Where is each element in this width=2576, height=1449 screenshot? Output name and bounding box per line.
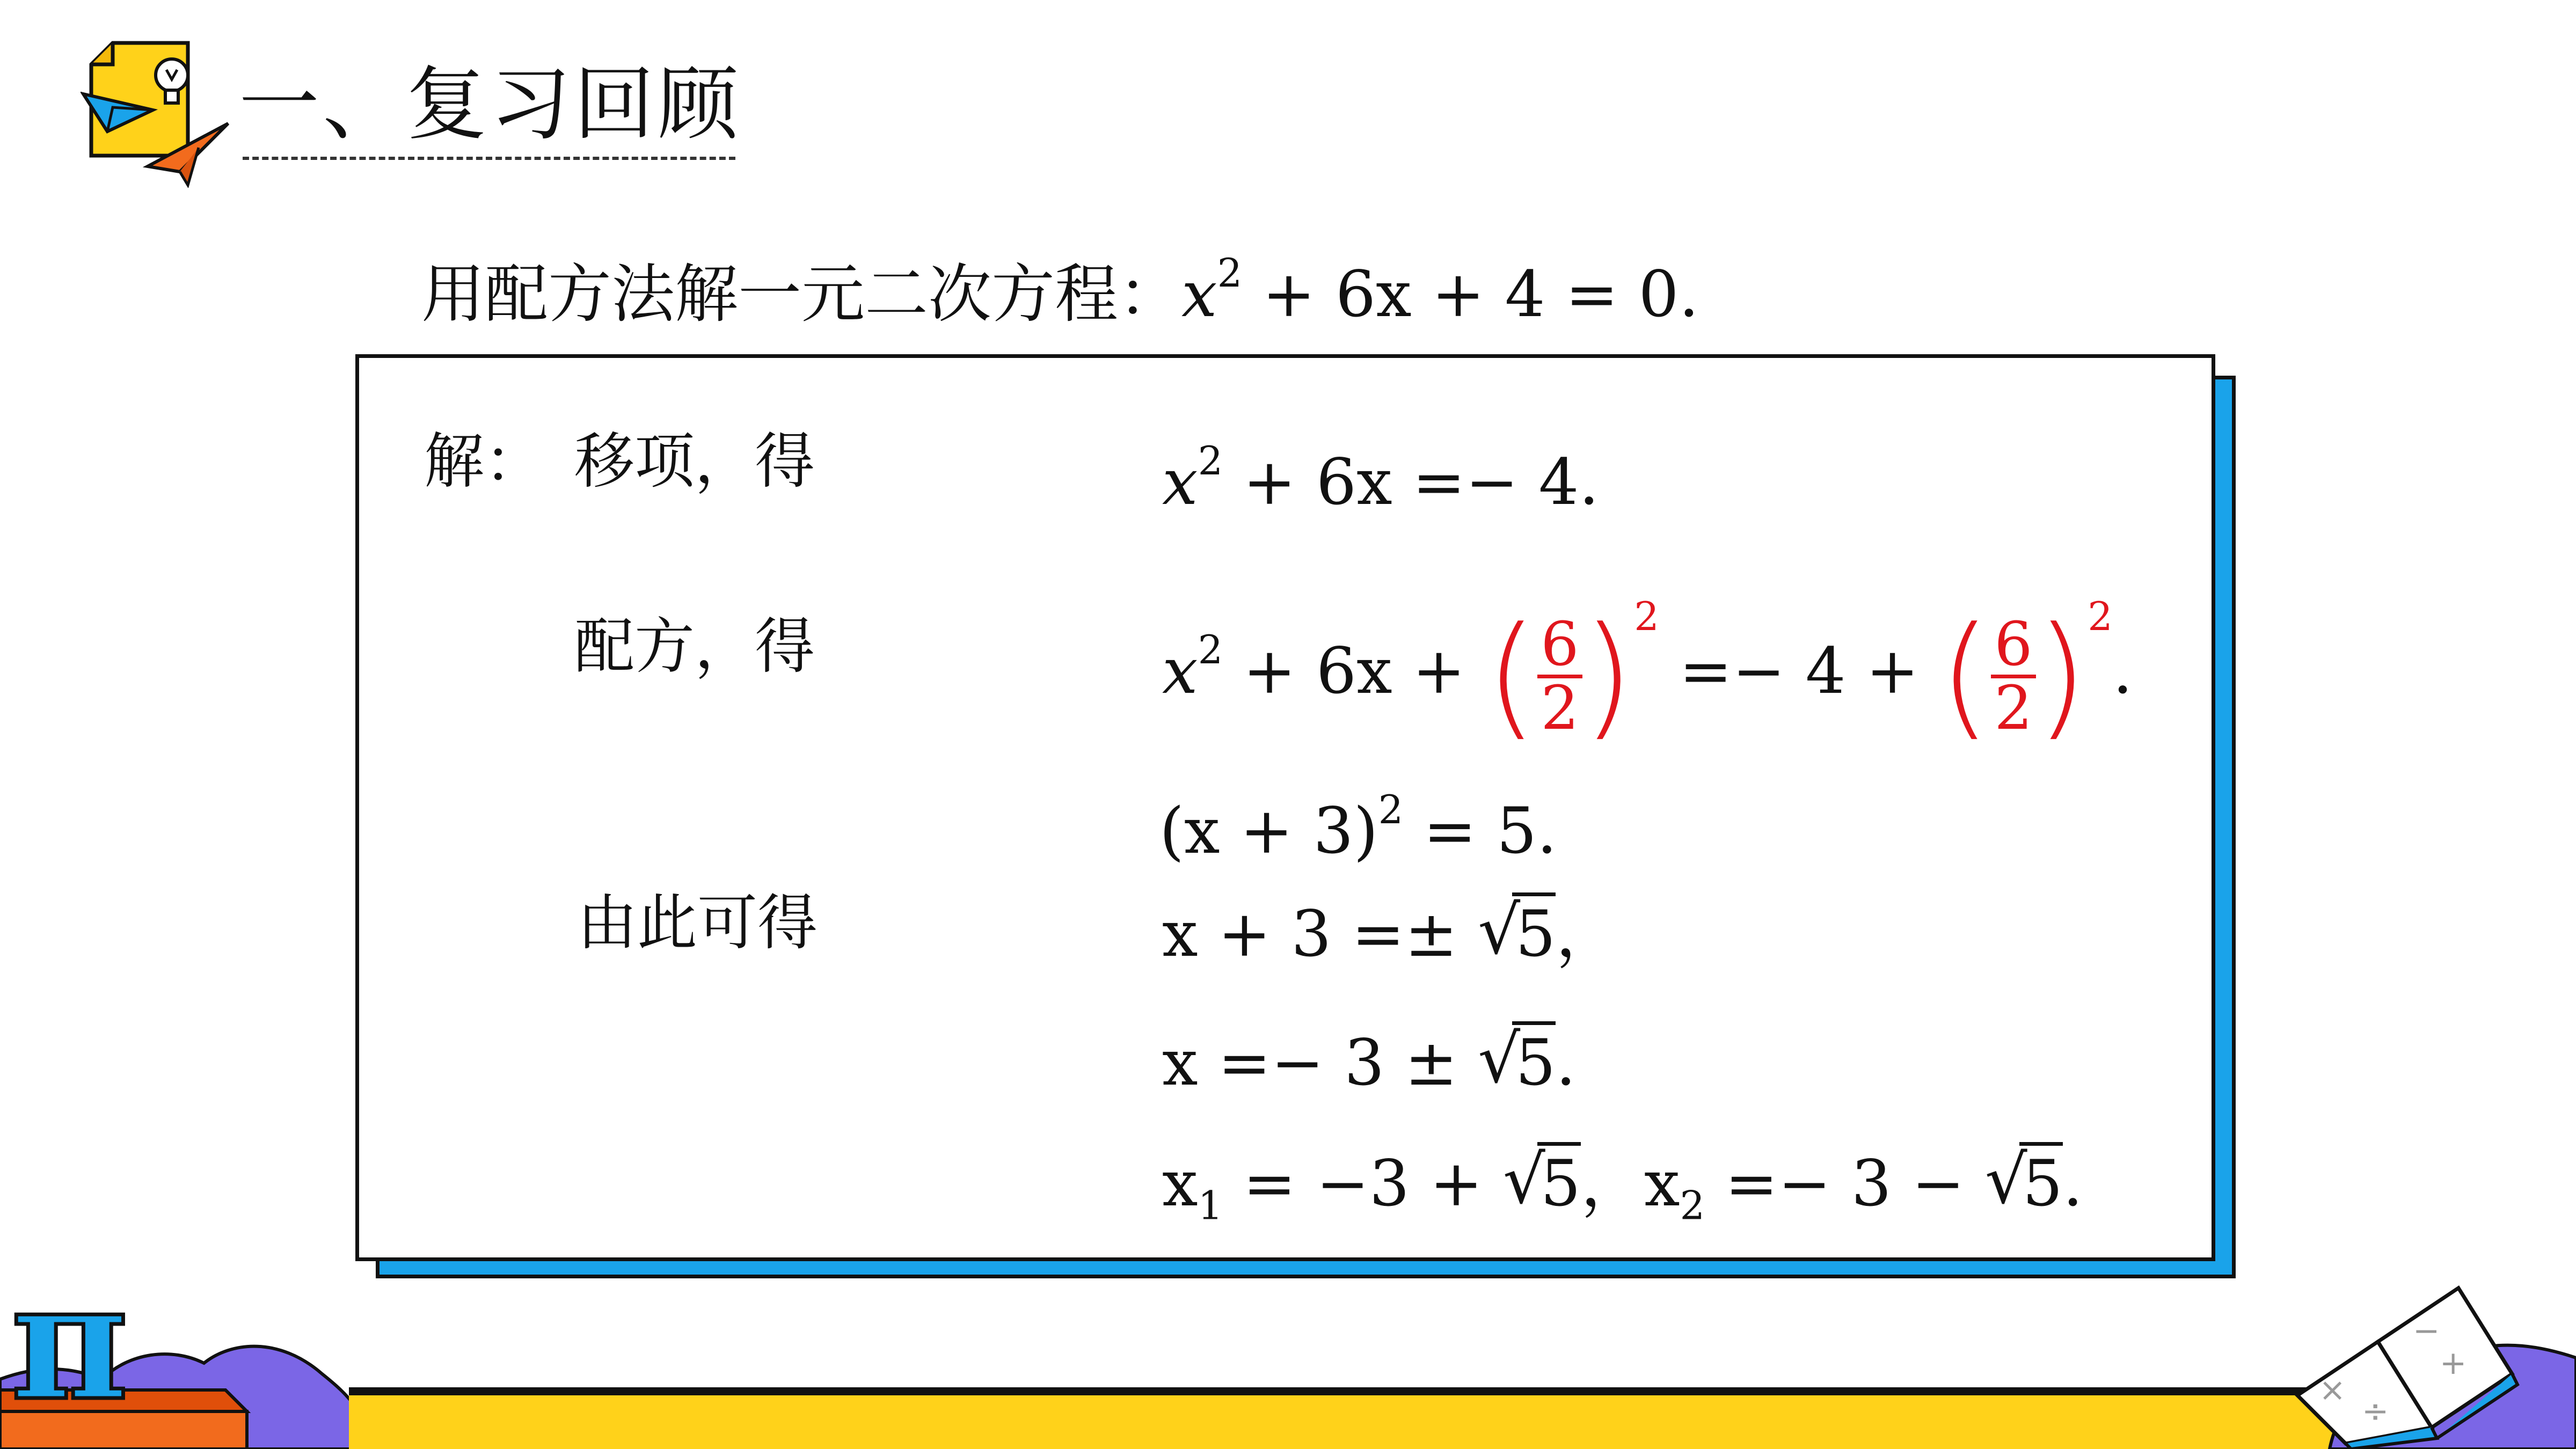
step-roots-equation: $x_1 = -3$ + √ 5，$x_2 =- 3$ − √ 5. <box>1162 1141 2083 1229</box>
half-coefficient-term-2: ( $\frac{6}{2}$ )$^2$ <box>1939 594 2113 753</box>
step-complete-square-label: 配方，得 <box>574 612 815 682</box>
book-divide-glyph: ÷ <box>2362 1393 2389 1430</box>
step-move-terms-label: 移项，得 <box>574 427 815 496</box>
step-square-form-equation: $(x + 3)^2 = 5$. <box>1159 787 1557 868</box>
open-book-icon <box>2287 1267 2534 1449</box>
step-solve-x-equation: x =− 3 ± √ 5. <box>1162 1021 1576 1100</box>
problem-equation: $x^2 + 6x + 4 = 0$. <box>1181 251 1699 331</box>
book-plus-glyph: + <box>2440 1344 2467 1382</box>
step-move-terms-equation: $x^2 + 6x =- 4$. <box>1162 438 1599 519</box>
problem-text: 用配方法解一元二次方程： <box>421 257 1182 331</box>
title-underline <box>243 157 735 160</box>
bottom-band <box>349 1395 2335 1449</box>
half-coefficient-term-1: ( $\frac{6}{2}$ )$^2$ <box>1485 594 1659 753</box>
step-therefore-label: 由此可得 <box>577 888 818 958</box>
step-root-equation: x + 3 =± √ 5， <box>1162 892 1619 971</box>
problem-statement <box>421 233 1699 334</box>
solution-intro: 解： <box>424 427 544 496</box>
book-minus-glyph: − <box>2413 1312 2440 1350</box>
paper-plane-icon <box>81 80 242 188</box>
book-times-glyph: × <box>2319 1371 2346 1409</box>
page-title: 一、复习回顾 <box>239 58 742 151</box>
pi-symbol-icon: π <box>11 1247 129 1436</box>
step-complete-square-equation: $x^2 + 6x$ + ( $\frac{6}{2}$ )$^2$ =− 4 + ( $\frac{6}{2}$ )$^2$. <box>1162 594 2133 753</box>
